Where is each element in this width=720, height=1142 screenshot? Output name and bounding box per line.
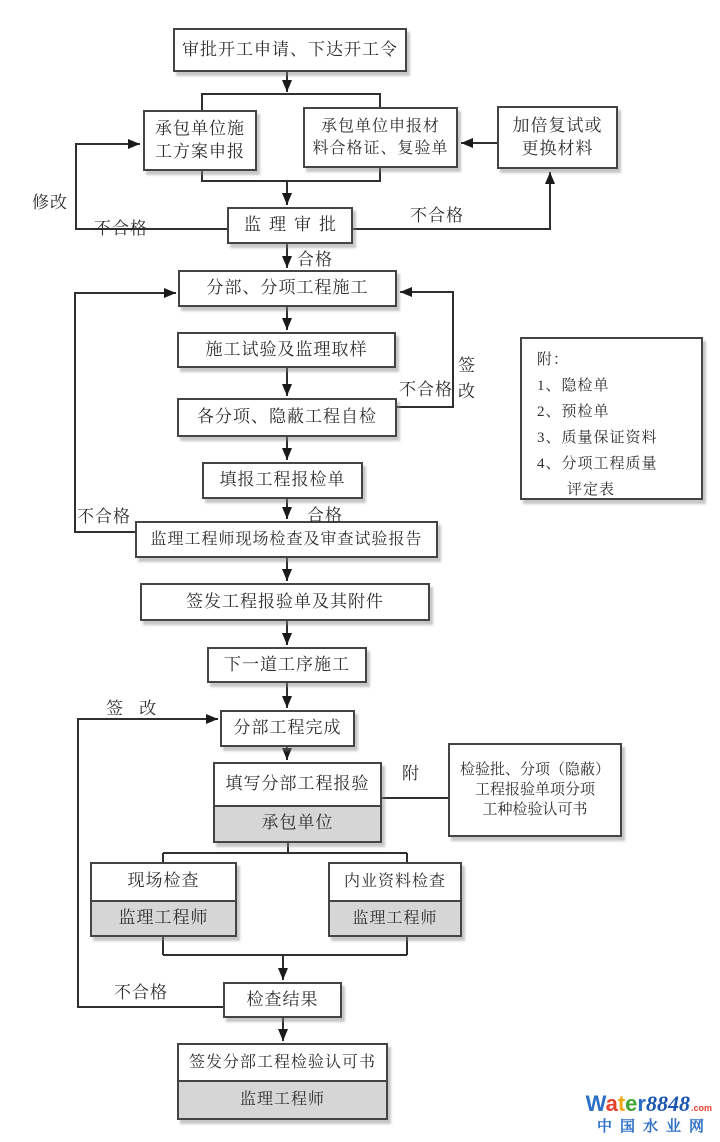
watermark-letter: e — [625, 1091, 638, 1116]
node-start-label: 审批开工申请、下达开工令 — [182, 39, 398, 59]
node-self-check-label: 各分项、隐蔽工程自检 — [197, 407, 377, 427]
attachment-note-item: 3、质量保证资料 — [537, 430, 658, 446]
node-issue-certificate-role: 监理工程师 — [179, 1080, 386, 1118]
edge-label-sign-change: 签 改 — [106, 699, 163, 718]
edge-label-fail: 不合格 — [114, 983, 168, 1002]
node-site-check-report-label: 监理工程师现场检查及审查试验报告 — [150, 530, 423, 548]
node-acceptance-note-line1: 检验批、分项（隐蔽） — [459, 761, 610, 778]
watermark-letter: t — [617, 1091, 626, 1116]
node-fill-division-form-title: 填写分部工程报验 — [225, 773, 370, 793]
edge-label-pass: 合格 — [297, 250, 333, 269]
attachment-note-title: 附： — [537, 352, 570, 368]
edge-label-fail: 不合格 — [77, 507, 131, 526]
node-self-check — [177, 398, 397, 437]
attachment-note-item: 2、预检单 — [537, 404, 610, 420]
node-subitem-construction — [178, 270, 397, 307]
watermark-letter: r — [637, 1091, 646, 1116]
node-contractor-plan-line2: 工方案申报 — [155, 141, 245, 161]
node-issue-inspection-form-label: 签发工程报验单及其附件 — [186, 591, 384, 611]
node-document-inspection — [328, 862, 462, 937]
edge-label-fail: 不合格 — [399, 380, 453, 399]
node-contractor-plan — [143, 110, 257, 171]
node-division-complete-label: 分部工程完成 — [233, 718, 342, 738]
watermark-letter: W — [585, 1091, 606, 1116]
node-issue-certificate — [177, 1043, 388, 1120]
edge-label-pass: 合格 — [307, 506, 343, 525]
node-site-inspection-title: 现场检查 — [127, 871, 200, 891]
watermark-number: 8848 — [645, 1091, 690, 1116]
edge-label-fail: 不合格 — [410, 206, 464, 225]
edge-label-attach: 附 — [402, 764, 420, 783]
node-site-inspection-role: 监理工程师 — [92, 900, 235, 935]
edge-label-fail: 不合格 — [94, 219, 148, 238]
attachment-note-item: 1、隐检单 — [537, 378, 610, 394]
edge-label-change: 改 — [458, 382, 476, 401]
node-issue-inspection-form — [140, 583, 430, 621]
node-start — [173, 28, 407, 72]
attachment-note-item: 4、分项工程质量 — [537, 456, 658, 472]
node-contractor-materials — [303, 107, 458, 168]
node-next-process — [207, 647, 367, 683]
node-site-inspection — [90, 862, 237, 937]
node-retest — [497, 106, 618, 169]
node-check-result — [223, 982, 342, 1018]
node-check-result-label: 检查结果 — [246, 989, 319, 1009]
node-fill-division-form — [213, 762, 382, 843]
node-issue-certificate-title: 签发分部工程检验认可书 — [188, 1053, 376, 1071]
node-fill-inspection-form-label: 填报工程报检单 — [219, 470, 346, 490]
node-subitem-construction-label: 分部、分项工程施工 — [206, 278, 369, 298]
node-acceptance-note — [448, 743, 622, 837]
node-contractor-plan-line1: 承包单位施 — [155, 118, 245, 138]
node-document-inspection-title: 内业资料检查 — [343, 873, 446, 891]
node-construction-test — [177, 332, 396, 368]
watermark-subtitle: 中国水业网 — [596, 1118, 712, 1135]
node-supervisor-approval — [227, 207, 353, 244]
node-fill-inspection-form — [202, 462, 363, 499]
watermark-letter: a — [605, 1091, 618, 1116]
node-document-inspection-role: 监理工程师 — [330, 900, 460, 935]
edge-label-modify: 修改 — [32, 193, 68, 212]
watermark-brand — [586, 1093, 712, 1115]
node-retest-line1: 加倍复试或 — [512, 115, 603, 135]
node-acceptance-note-line3: 工种检验认可书 — [482, 802, 588, 819]
node-acceptance-note-line2: 工程报验单项分项 — [474, 781, 595, 798]
node-supervisor-approval-label: 监理审批 — [244, 215, 344, 235]
node-contractor-materials-line1: 承包单位申报材 — [320, 117, 440, 135]
attachment-note-item: 评定表 — [567, 482, 616, 498]
edge-label-sign: 签 — [458, 356, 476, 375]
node-construction-test-label: 施工试验及监理取样 — [205, 339, 368, 359]
node-next-process-label: 下一道工序施工 — [224, 654, 350, 674]
watermark-word — [586, 1093, 646, 1115]
node-fill-division-form-role: 承包单位 — [215, 805, 380, 841]
node-contractor-materials-line2: 料合格证、复验单 — [312, 139, 449, 157]
attachment-note-box — [520, 337, 703, 500]
watermark-tld: .com — [690, 1103, 712, 1113]
watermark — [586, 1093, 712, 1134]
node-division-complete — [220, 710, 355, 747]
node-retest-line2: 更换材料 — [521, 138, 594, 158]
node-site-check-report — [135, 521, 438, 558]
